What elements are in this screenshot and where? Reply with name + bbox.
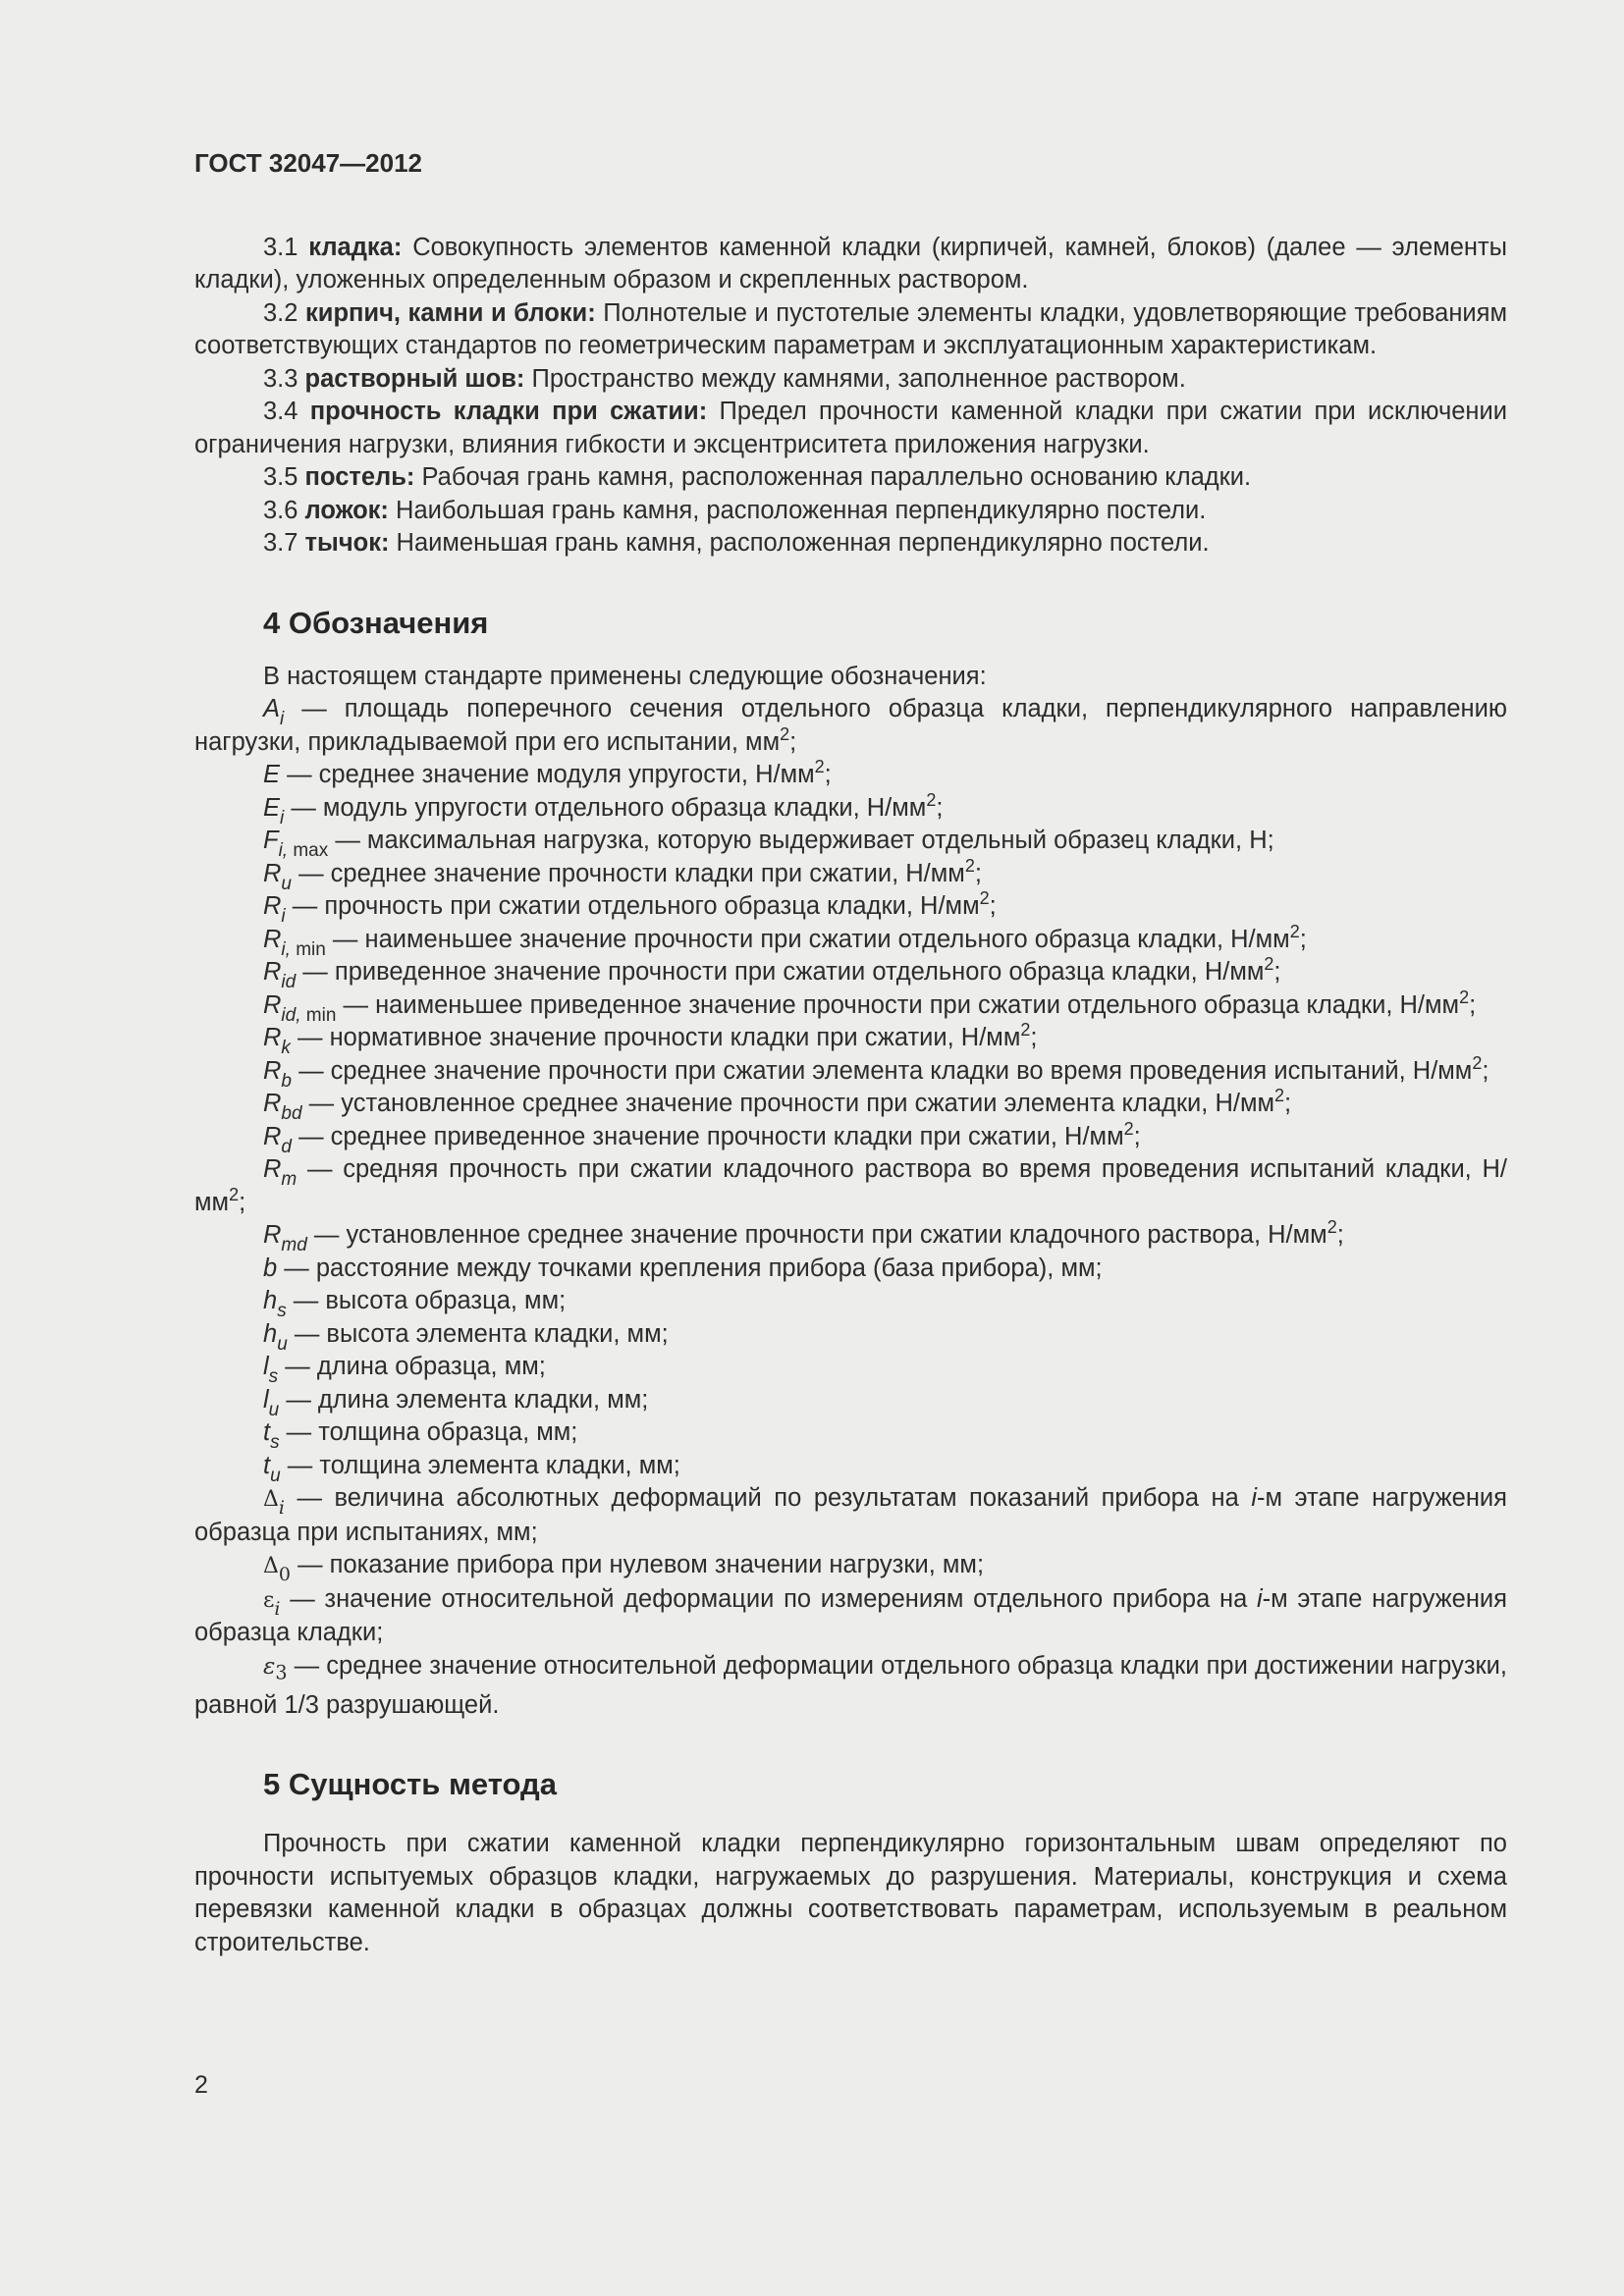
symbol-entry: $R_{i, min}$ — наименьшее значение прочности при сжатии отдельного образца кладки, $Н/мм^2$; [263, 921, 1307, 960]
symbol-entry: $R_k$ — нормативное значение прочности кладки при сжатии, $Н/мм^2$; [263, 1020, 1038, 1058]
definition-term: растворный шов: [304, 364, 525, 393]
symbol-entry-delta-0: $\Delta_0$ — показание прибора при нулевом значении нагрузки, мм; [263, 1551, 985, 1585]
symbol-entry: $R_d$ — среднее приведенное значение прочности кладки при сжатии, $Н/мм^2$; [263, 1118, 1141, 1157]
document-header: ГОСТ 32047—2012 [194, 148, 422, 178]
section-5-paragraph: Прочность при сжатии каменной кладки перпендикулярно горизонтальным швам определяют по прочности испытуемых образцов кладки, нагружаемых до разрушения. Материалы, конструкция и схема перевязки каменной кладки в образцах должны соответствовать параметрам, используемым в реальном строительстве. [194, 1830, 1507, 1956]
symbol-entry: $l_s$ — длина образца, мм; [263, 1353, 546, 1387]
symbol-entry: $R_{md}$ — установленное среднее значение прочности при сжатии кладочного раствора, $Н/мм^2$; [263, 1217, 1344, 1255]
symbol-entry: $R_b$ — среднее значение прочности при сжатии элемента кладки во время проведения испытаний, $Н/мм^2$; [263, 1052, 1489, 1092]
symbol-entry: E — среднее значение модуля упругости, $Н/мм^2$; [263, 757, 832, 788]
symbol-entry: $E_i$ — модуль упругости отдельного образца кладки, $Н/мм^2$; [263, 789, 944, 828]
symbols-list [194, 661, 1507, 1723]
symbol-entry: $t_u$ — толщина элемента кладки, мм; [263, 1451, 680, 1486]
definition-term: прочность кладки при сжатии: [309, 398, 708, 425]
definition-3-7: 3.7 тычок: Наименьшая грань камня, расположенная перпендикулярно постели. [263, 529, 1210, 557]
symbol-entry: $R_{id, min}$ — наименьшее приведенное значение прочности при сжатии отдельного образца кладки, $Н/мм^2$; [263, 987, 1477, 1026]
symbol-entry-epsilon-i: $\varepsilon_i$ — значение относительной деформации по измерениям отдельного прибора на i-м этапе нагружения образца кладки; [194, 1584, 1507, 1646]
symbol-entry: $F_{i, max}$ — максимальная нагрузка, которую выдерживает отдельный образец кладки, Н; [263, 827, 1274, 861]
definition-3-4: 3.4 прочность кладки при сжатии: Предел прочности каменной кладки при сжатии при исключении ограничения нагрузки, влияния гибкости и эксцентриситета приложения нагрузки. [194, 398, 1507, 458]
definition-3-3: 3.3 растворный шов: Пространство между камнями, заполненное раствором. [263, 364, 1186, 393]
symbol-entry: b — расстояние между точками крепления прибора (база прибора), мм; [263, 1254, 1103, 1282]
symbol-entry: $A_i$ — площадь поперечного сечения отдельного образца кладки, перпендикулярного направлению нагрузки, прикладываемой при его испытании, $мм^2$; [194, 695, 1507, 756]
section-5-heading: 5 Сущность метода [263, 1767, 557, 1802]
definition-3-6: 3.6 ложок: Наибольшая грань камня, расположенная перпендикулярно постели. [263, 496, 1207, 524]
symbol-entry: $R_m$ — средняя прочность при сжатии кладочного раствора во время проведения испытаний кладки, $Н/мм^2$; [194, 1155, 1507, 1216]
definitions-list [194, 232, 1507, 561]
symbol-entry: $R_u$ — среднее значение прочности кладки при сжатии, $Н/мм^2$; [263, 855, 982, 894]
definition-term: кирпич, камни и блоки: [305, 298, 596, 327]
definition-3-1: 3.1 кладка: Совокупность элементов каменной кладки (кирпичей, камней, блоков) (далее — элементы кладки), уложенных определенным образом и скрепленных раствором. [194, 233, 1507, 294]
document-page [194, 147, 1507, 1959]
symbol-entry: $t_s$ — толщина образца, мм; [263, 1418, 578, 1453]
symbol-entry: $R_{id}$ — приведенное значение прочности при сжатии отдельного образца кладки, $Н/мм^2$; [263, 954, 1281, 992]
symbol-entry: $h_s$ — высота образца, мм; [263, 1287, 567, 1321]
definition-term: ложок: [304, 496, 389, 524]
definition-3-2: 3.2 кирпич, камни и блоки: Полнотелые и пустотелые элементы кладки, удовлетворяющие требованиям соответствующих стандартов по геометрическим параметрам и эксплуатационным характеристикам. [194, 298, 1507, 359]
symbol-entry-epsilon-3: $\varepsilon_3$ — среднее значение относительной деформации отдельного образца кладки при достижении нагрузки, равной 1/3 разрушающей. [194, 1651, 1507, 1719]
definition-3-5: 3.5 постель: Рабочая грань камня, расположенная параллельно основанию кладки. [263, 463, 1252, 491]
symbol-entry: $R_i$ — прочность при сжатии отдельного образца кладки, $Н/мм^2$; [263, 888, 997, 927]
definition-term: кладка: [308, 233, 403, 261]
symbol-entry: $l_u$ — длина элемента кладки, мм; [263, 1385, 649, 1420]
page-number: 2 [194, 2071, 208, 2099]
definition-term: тычок: [304, 529, 390, 557]
definition-term: постель: [304, 463, 415, 491]
symbol-entry: $h_u$ — высота элемента кладки, мм; [263, 1319, 669, 1355]
symbol-entry: $R_{bd}$ — установленное среднее значение прочности при сжатии элемента кладки, $Н/мм^2$; [263, 1086, 1292, 1124]
section-4-heading: 4 Обозначения [263, 605, 489, 640]
symbols-intro: В настоящем стандарте применены следующие обозначения: [263, 662, 987, 690]
symbol-entry-delta-i: $\Delta_i$ — величина абсолютных деформаций по результатам показаний прибора на i-м этапе нагружения образца при испытаниях, мм; [194, 1484, 1507, 1546]
